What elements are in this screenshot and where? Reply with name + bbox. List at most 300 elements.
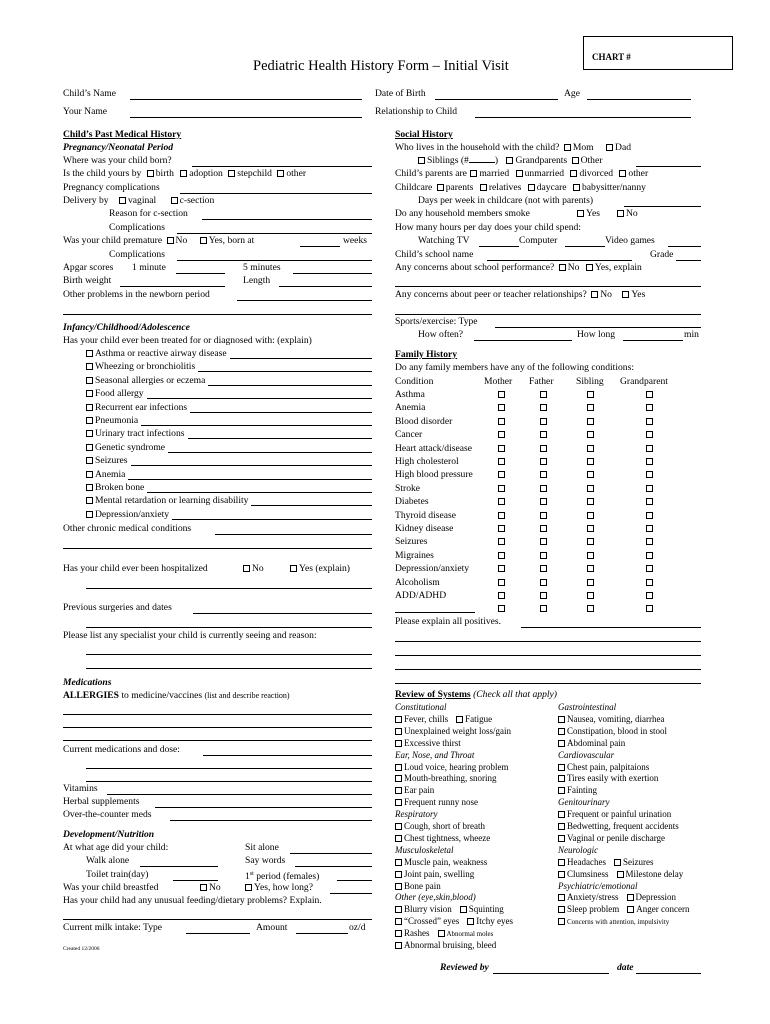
smoke-yes-checkbox[interactable] (577, 210, 584, 217)
family-checkbox[interactable] (587, 552, 594, 559)
family-checkbox[interactable] (498, 605, 505, 612)
smoke-no-checkbox[interactable] (617, 210, 624, 217)
family-checkbox[interactable] (498, 592, 505, 599)
school-concern-yes-checkbox[interactable] (586, 264, 593, 271)
ros-checkbox[interactable] (395, 942, 402, 949)
family-checkbox[interactable] (646, 552, 653, 559)
ros-note: (Check all that apply) (473, 689, 558, 700)
premature-weeks-field[interactable] (300, 246, 340, 247)
ros-checkbox[interactable] (617, 871, 624, 878)
condition-explain-field[interactable] (251, 505, 372, 506)
allergies-field-3[interactable] (63, 740, 372, 741)
other-label: other (286, 168, 307, 179)
family-checkbox[interactable] (498, 418, 505, 425)
ros-checkbox[interactable] (558, 811, 565, 818)
condition-label: Broken bone (95, 482, 145, 493)
ros-item-label: Milestone delay (625, 868, 684, 879)
treated-label: Has your child ever been treated for or diagnosed with: (explain) (63, 335, 312, 346)
ros-checkbox[interactable] (395, 740, 402, 747)
otc-label: Over-the-counter meds (63, 809, 152, 820)
apgar-5min-label: 5 minutes (243, 262, 281, 273)
herbal-label: Herbal supplements (63, 796, 140, 807)
ros-checkbox[interactable] (395, 906, 402, 913)
col-mother: Mother (484, 376, 513, 387)
married-checkbox[interactable] (470, 170, 477, 177)
ros-row (395, 880, 441, 892)
condition-explain-field[interactable] (147, 398, 372, 399)
allergies-field-2[interactable] (63, 727, 372, 728)
condition-explain-field[interactable] (147, 492, 372, 493)
family-condition-label: Kidney disease (395, 523, 454, 534)
ros-row (395, 939, 496, 951)
peer-no-checkbox[interactable] (591, 291, 598, 298)
family-checkbox[interactable] (587, 404, 594, 411)
ros-checkbox[interactable] (558, 894, 565, 901)
family-checkbox[interactable] (646, 391, 653, 398)
current-meds-field[interactable] (203, 755, 372, 756)
hosp-yes-label: Yes (explain) (299, 563, 350, 574)
ros-checkbox[interactable] (395, 716, 402, 723)
ros-row (395, 903, 504, 915)
col-grandparent: Grandparent (620, 376, 668, 387)
smoke-no-label: No (626, 208, 638, 219)
premature-no-checkbox[interactable] (167, 237, 174, 244)
allergies-field-1[interactable] (63, 714, 372, 715)
child-name-field[interactable] (130, 99, 362, 100)
development-heading: Development/Nutrition (63, 829, 155, 840)
condition-checkbox[interactable] (86, 484, 93, 491)
birth-checkbox[interactable] (147, 170, 154, 177)
allergies-label: to medicine/vaccines (121, 690, 203, 701)
ros-row (395, 713, 492, 725)
condition-row (86, 454, 128, 467)
hosp-no-label: No (252, 563, 264, 574)
condition-explain-field[interactable] (208, 385, 372, 386)
family-checkbox[interactable] (587, 418, 594, 425)
words-field[interactable] (295, 866, 372, 867)
family-checkbox[interactable] (646, 592, 653, 599)
condition-checkbox[interactable] (86, 497, 93, 504)
family-checkbox[interactable] (540, 431, 547, 438)
ros-item-label: Ear pain (404, 785, 435, 796)
other-checkbox[interactable] (277, 170, 284, 177)
reviewed-by-label: Reviewed by (440, 962, 489, 973)
how-long-field[interactable] (623, 340, 683, 341)
premature-row (63, 234, 254, 247)
ros-checkbox[interactable] (395, 859, 402, 866)
family-checkbox[interactable] (540, 418, 547, 425)
positives-field-5[interactable] (395, 683, 701, 684)
ros-checkbox[interactable] (395, 799, 402, 806)
ros-checkbox[interactable] (395, 918, 402, 925)
ros-item-label: Muscle pain, weakness (404, 856, 488, 867)
family-checkbox[interactable] (498, 445, 505, 452)
ros-item-label: Abnormal moles (446, 930, 494, 939)
tv-label: Watching TV (418, 235, 470, 246)
family-checkbox[interactable] (587, 431, 594, 438)
herbal-field[interactable] (155, 807, 372, 808)
how-often-field[interactable] (474, 340, 572, 341)
family-checkbox[interactable] (646, 445, 653, 452)
family-checkbox[interactable] (587, 525, 594, 532)
family-checkbox[interactable] (587, 579, 594, 586)
babysitter-checkbox[interactable] (573, 184, 580, 191)
daycare-checkbox[interactable] (528, 184, 535, 191)
positives-field[interactable] (521, 627, 701, 628)
ros-checkbox[interactable] (395, 728, 402, 735)
family-checkbox[interactable] (498, 485, 505, 492)
babysitter-label: babysitter/nanny (581, 182, 646, 193)
family-checkbox[interactable] (540, 404, 547, 411)
ros-checkbox[interactable] (558, 728, 565, 735)
age-field[interactable] (587, 99, 691, 100)
childcare-parents-checkbox[interactable] (437, 184, 444, 191)
surgeries-field-2[interactable] (86, 627, 372, 628)
condition-explain-field[interactable] (128, 479, 372, 480)
family-checkbox[interactable] (540, 538, 547, 545)
grade-label: Grade (650, 249, 674, 260)
apgar-1min-field[interactable] (176, 273, 225, 274)
family-checkbox[interactable] (587, 391, 594, 398)
hosp-yes-checkbox[interactable] (290, 565, 297, 572)
family-checkbox[interactable] (498, 431, 505, 438)
ros-checkbox[interactable] (558, 906, 565, 913)
family-checkbox[interactable] (540, 458, 547, 465)
family-checkbox[interactable] (587, 471, 594, 478)
condition-checkbox[interactable] (86, 404, 93, 411)
games-field[interactable] (668, 246, 701, 247)
relatives-checkbox[interactable] (480, 184, 487, 191)
bf-field[interactable] (330, 893, 372, 894)
condition-checkbox[interactable] (86, 417, 93, 424)
family-checkbox[interactable] (498, 512, 505, 519)
condition-checkbox[interactable] (86, 511, 93, 518)
ros-checkbox[interactable] (558, 918, 565, 925)
family-checkbox[interactable] (646, 418, 653, 425)
ros-checkbox[interactable] (395, 775, 402, 782)
ros-checkbox[interactable] (558, 823, 565, 830)
complications-label: Complications (109, 222, 165, 233)
family-checkbox[interactable] (540, 485, 547, 492)
condition-explain-field[interactable] (168, 452, 372, 453)
milk-type-field[interactable] (186, 933, 250, 934)
premature-yes-checkbox[interactable] (200, 237, 207, 244)
condition-explain-field[interactable] (141, 425, 372, 426)
toilet-label: Toilet train(day) (86, 869, 149, 880)
siblings-checkbox[interactable] (418, 157, 425, 164)
ros-item-label: Bedwetting, frequent accidents (567, 821, 679, 831)
csection-checkbox[interactable] (171, 197, 178, 204)
ros-item-label: Rashes (404, 928, 430, 939)
school-label: Child’s school name (395, 249, 474, 260)
family-checkbox[interactable] (540, 512, 547, 519)
family-checkbox[interactable] (540, 565, 547, 572)
family-checkbox[interactable] (587, 605, 594, 612)
condition-explain-field[interactable] (190, 412, 372, 413)
ros-checkbox[interactable] (395, 764, 402, 771)
ros-checkbox[interactable] (395, 871, 402, 878)
condition-explain-field[interactable] (188, 438, 372, 439)
family-checkbox[interactable] (587, 592, 594, 599)
reviewed-by-field[interactable] (493, 973, 609, 974)
smoke-label: Do any household members smoke (395, 208, 530, 219)
ros-checkbox[interactable] (395, 835, 402, 842)
dad-checkbox[interactable] (606, 144, 613, 151)
specialist-field-2[interactable] (86, 668, 372, 669)
condition-checkbox[interactable] (86, 363, 93, 370)
school-concern-no-checkbox[interactable] (559, 264, 566, 271)
condition-row (86, 441, 165, 454)
family-checkbox[interactable] (498, 498, 505, 505)
social-history-heading: Social History (395, 129, 453, 140)
family-checkbox[interactable] (540, 498, 547, 505)
current-meds-field-2[interactable] (86, 768, 372, 769)
ros-item-label: Chest tightness, wheeze (404, 832, 491, 843)
games-label: Video games (605, 235, 655, 246)
condition-checkbox[interactable] (86, 444, 93, 451)
tv-field[interactable] (479, 246, 519, 247)
condition-checkbox[interactable] (86, 390, 93, 397)
family-checkbox[interactable] (646, 431, 653, 438)
family-checkbox[interactable] (540, 552, 547, 559)
chart-number-box[interactable] (583, 36, 733, 70)
family-checkbox[interactable] (587, 498, 594, 505)
siblings-close: ) (494, 155, 499, 166)
ros-row (395, 772, 497, 784)
family-checkbox[interactable] (587, 445, 594, 452)
adoption-checkbox[interactable] (180, 170, 187, 177)
household-row-2 (418, 154, 602, 167)
condition-label: Mental retardation or learning disability (95, 495, 249, 507)
current-meds-label: Current medications and dose: (63, 744, 180, 755)
vaginal-checkbox[interactable] (119, 197, 126, 204)
ros-checkbox[interactable] (460, 906, 467, 913)
condition-explain-field[interactable] (131, 465, 372, 466)
condition-checkbox[interactable] (86, 457, 93, 464)
ros-checkbox[interactable] (438, 930, 445, 937)
school-concern-row (395, 261, 642, 274)
ros-row (558, 772, 658, 784)
family-checkbox[interactable] (540, 445, 547, 452)
otc-field[interactable] (170, 820, 372, 821)
newborn-other-field[interactable] (237, 300, 372, 301)
family-condition-label: Heart attack/disease (395, 442, 472, 454)
hosp-field-1[interactable] (86, 588, 372, 589)
grandparents-checkbox[interactable] (506, 157, 513, 164)
family-checkbox[interactable] (646, 485, 653, 492)
peer-label: Any concerns about peer or teacher relationships? (395, 289, 587, 300)
medications-heading: Medications (63, 677, 112, 688)
family-checkbox[interactable] (646, 458, 653, 465)
chronic-field-2[interactable] (63, 548, 372, 549)
ros-checkbox[interactable] (456, 716, 463, 723)
school-concern-field[interactable] (395, 286, 701, 287)
amount-field[interactable] (296, 933, 348, 934)
family-checkbox[interactable] (498, 391, 505, 398)
apgar-5min-field[interactable] (293, 273, 372, 274)
family-condition-label: Blood disorder (395, 415, 453, 427)
family-checkbox[interactable] (498, 458, 505, 465)
family-checkbox[interactable] (498, 579, 505, 586)
family-checkbox[interactable] (646, 471, 653, 478)
ros-section-heading: Neurologic (558, 844, 599, 855)
ros-row (558, 761, 649, 773)
ros-section-heading: Constitutional (395, 702, 447, 712)
ros-checkbox[interactable] (627, 906, 634, 913)
surgeries-field[interactable] (193, 613, 372, 614)
family-checkbox[interactable] (587, 565, 594, 572)
family-checkbox[interactable] (498, 471, 505, 478)
ros-item-label: Blurry vision (404, 904, 452, 915)
grade-field[interactable] (676, 260, 701, 261)
allergies-note: (list and describe reaction) (204, 691, 290, 700)
ros-item-label: Joint pain, swelling (404, 868, 475, 879)
bf-no-checkbox[interactable] (200, 884, 207, 891)
ros-item-label: Constipation, blood in stool (567, 725, 668, 736)
ros-checkbox[interactable] (558, 787, 565, 794)
condition-checkbox[interactable] (86, 430, 93, 437)
childcare-row (395, 181, 646, 194)
ros-checkbox[interactable] (627, 894, 634, 901)
chronic-field[interactable] (215, 534, 372, 535)
divorced-checkbox[interactable] (570, 170, 577, 177)
current-meds-field-3[interactable] (86, 781, 372, 782)
family-checkbox[interactable] (646, 605, 653, 612)
breastfed-label: Was your child breastfed (63, 882, 159, 893)
dob-field[interactable] (435, 99, 558, 100)
condition-explain-field[interactable] (198, 371, 372, 372)
ros-checkbox[interactable] (558, 764, 565, 771)
positives-field-2[interactable] (395, 641, 701, 642)
family-condition-label: Seizures (395, 536, 428, 548)
condition-checkbox[interactable] (86, 350, 93, 357)
vitamins-field[interactable] (107, 794, 372, 795)
ros-checkbox[interactable] (558, 835, 565, 842)
col-condition: Condition (395, 376, 434, 387)
condition-checkbox[interactable] (86, 471, 93, 478)
screen-label: How many hours per day does your child spend: (395, 222, 581, 233)
condition-label: Depression/anxiety (95, 508, 170, 520)
family-condition-label: Stroke (395, 482, 421, 494)
ros-checkbox[interactable] (395, 930, 402, 937)
family-checkbox[interactable] (646, 512, 653, 519)
ros-checkbox[interactable] (558, 775, 565, 782)
feeding-field[interactable] (63, 919, 372, 920)
period-suffix: st (249, 871, 254, 877)
mom-checkbox[interactable] (564, 144, 571, 151)
ros-checkbox[interactable] (395, 883, 402, 890)
family-checkbox[interactable] (498, 525, 505, 532)
ros-checkbox[interactable] (558, 859, 565, 866)
unmarried-checkbox[interactable] (516, 170, 523, 177)
family-checkbox[interactable] (540, 471, 547, 478)
family-checkbox[interactable] (646, 538, 653, 545)
family-checkbox[interactable] (646, 565, 653, 572)
peer-yes-label: Yes (631, 289, 646, 300)
hosp-no-checkbox[interactable] (243, 565, 250, 572)
family-checkbox[interactable] (540, 579, 547, 586)
household-other-checkbox[interactable] (572, 157, 579, 164)
age-label: Age (564, 88, 580, 99)
days-label: Days per week in childcare (not with parents) (418, 195, 594, 206)
parents-other-checkbox[interactable] (619, 170, 626, 177)
relationship-field[interactable] (475, 117, 691, 118)
family-checkbox[interactable] (540, 605, 547, 612)
family-checkbox[interactable] (498, 552, 505, 559)
family-checkbox[interactable] (646, 579, 653, 586)
condition-explain-field[interactable] (172, 519, 372, 520)
family-checkbox[interactable] (587, 538, 594, 545)
newborn-other-field-2[interactable] (63, 314, 372, 315)
family-checkbox[interactable] (587, 485, 594, 492)
ros-checkbox[interactable] (614, 859, 621, 866)
family-checkbox[interactable] (540, 391, 547, 398)
ros-item-label: Chest pain, palpitaions (567, 761, 650, 772)
premature-yes-label: Yes, born at (208, 235, 255, 246)
your-name-field[interactable] (130, 117, 362, 118)
ros-row (558, 725, 667, 737)
birth-weight-field[interactable] (120, 286, 225, 287)
ros-row (558, 868, 683, 880)
positives-field-4[interactable] (395, 669, 701, 670)
family-checkbox[interactable] (498, 538, 505, 545)
family-checkbox[interactable] (587, 458, 594, 465)
condition-explain-field[interactable] (230, 358, 372, 359)
family-checkbox[interactable] (540, 592, 547, 599)
condition-checkbox[interactable] (86, 377, 93, 384)
date-field[interactable] (636, 973, 701, 974)
computer-field[interactable] (565, 246, 605, 247)
complications2-label: Complications (109, 249, 165, 260)
walk-field[interactable] (140, 866, 218, 867)
ros-title: Review of Systems (395, 689, 471, 700)
csection-reason-field[interactable] (202, 219, 372, 220)
ros-checkbox[interactable] (558, 740, 565, 747)
family-checkbox[interactable] (646, 404, 653, 411)
family-checkbox[interactable] (540, 525, 547, 532)
family-checkbox[interactable] (587, 512, 594, 519)
family-checkbox[interactable] (646, 525, 653, 532)
siblings-count-field[interactable] (469, 162, 495, 163)
stepchild-checkbox[interactable] (228, 170, 235, 177)
computer-label: Computer (519, 235, 558, 246)
sit-field[interactable] (290, 853, 372, 854)
ros-item-label: Vaginal or penile discharge (567, 832, 666, 843)
family-condition-label: Alcoholism (395, 576, 440, 588)
family-checkbox[interactable] (646, 498, 653, 505)
bf-yes-checkbox[interactable] (245, 884, 252, 891)
positives-field-3[interactable] (395, 655, 701, 656)
period-field[interactable] (337, 880, 372, 881)
length-field[interactable] (279, 286, 372, 287)
household-label: Who lives in the household with the child? (395, 142, 560, 153)
condition-label: Food allergy (95, 388, 144, 400)
ros-checkbox[interactable] (395, 787, 402, 794)
peer-yes-checkbox[interactable] (622, 291, 629, 298)
ros-section-heading: Genitourinary (558, 797, 610, 808)
hosp-yes-option (290, 562, 350, 575)
specialist-field-1[interactable] (86, 654, 372, 655)
family-checkbox[interactable] (498, 404, 505, 411)
ros-row (558, 903, 689, 915)
family-checkbox[interactable] (498, 565, 505, 572)
ros-checkbox[interactable] (558, 871, 565, 878)
ros-checkbox[interactable] (395, 823, 402, 830)
ros-checkbox[interactable] (467, 918, 474, 925)
school-concern-label: Any concerns about school performance? (395, 262, 555, 273)
ros-checkbox[interactable] (558, 716, 565, 723)
family-other-condition-field[interactable] (395, 612, 475, 613)
